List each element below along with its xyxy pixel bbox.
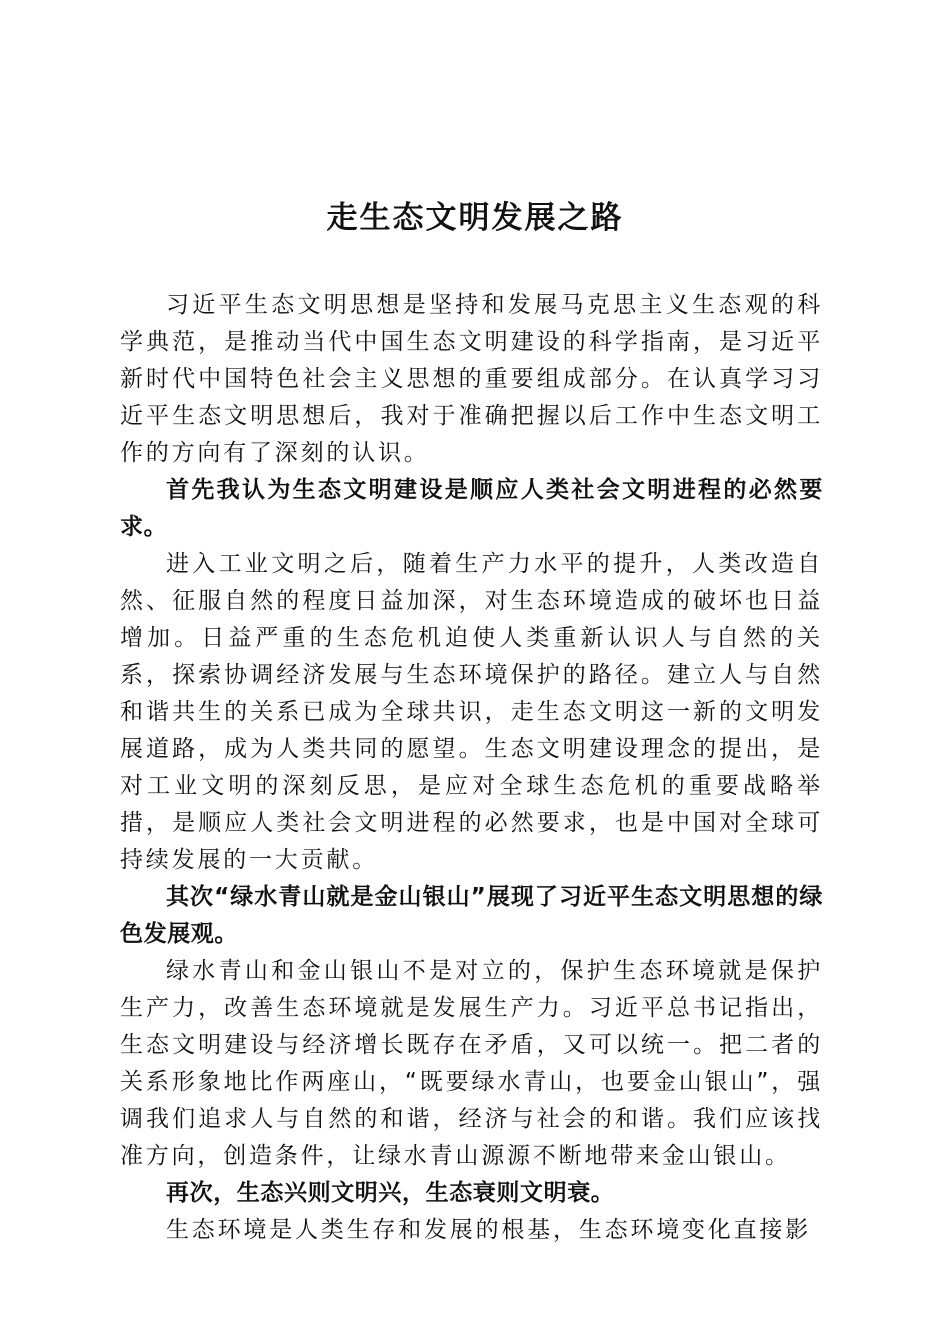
document-title: 走生态文明发展之路 (326, 200, 624, 236)
paragraph-second: 绿水青山和金山银山不是对立的，保护生态环境就是保护生产力，改善生态环境就是发展生产力。习近平总书记指出，生态文明建设与经济增长既存在矛盾，又可以统一。把二者的关系形象地比作两座山，“既要绿水青山，也要金山银山”，强调我们追求人与自然的和谐，经济与社会的和谐。我们应该找准方向，创造条件，让绿水青山源源不断地带来金山银山。 (120, 958, 823, 1169)
paragraph-intro: 习近平生态文明思想是坚持和发展马克思主义生态观的科学典范，是推动当代中国生态文明建设的科学指南，是习近平新时代中国特色社会主义思想的重要组成部分。在认真学习习近平生态文明思想后，我对于准确把握以后工作中生态文明工作的方向有了深刻的认识。 (120, 292, 823, 466)
paragraph-third: 生态环境是人类生存和发展的根基，生态环境变化直接影 (166, 1217, 811, 1243)
section-heading-first: 首先我认为生态文明建设是顺应人类社会文明进程的必然要求。 (120, 477, 823, 540)
section-heading-third: 再次，生态兴则文明兴，生态衰则文明衰。 (166, 1180, 615, 1206)
document-body (120, 287, 823, 1249)
paragraph-first: 进入工业文明之后，随着生产力水平的提升，人类改造自然、征服自然的程度日益加深，对生态环境造成的破坏也日益增加。日益严重的生态危机迫使人类重新认识人与自然的关系，探索协调经济发展与生态环境保护的路径。建立人与自然和谐共生的关系已成为全球共识，走生态文明这一新的文明发展道路，成为人类共同的愿望。生态文明建设理念的提出，是对工业文明的深刻反思，是应对全球生态危机的重要战略举措，是顺应人类社会文明进程的必然要求，也是中国对全球可持续发展的一大贡献。 (120, 551, 823, 873)
section-heading-second: 其次“绿水青山就是金山银山”展现了习近平生态文明思想的绿色发展观。 (120, 884, 823, 947)
